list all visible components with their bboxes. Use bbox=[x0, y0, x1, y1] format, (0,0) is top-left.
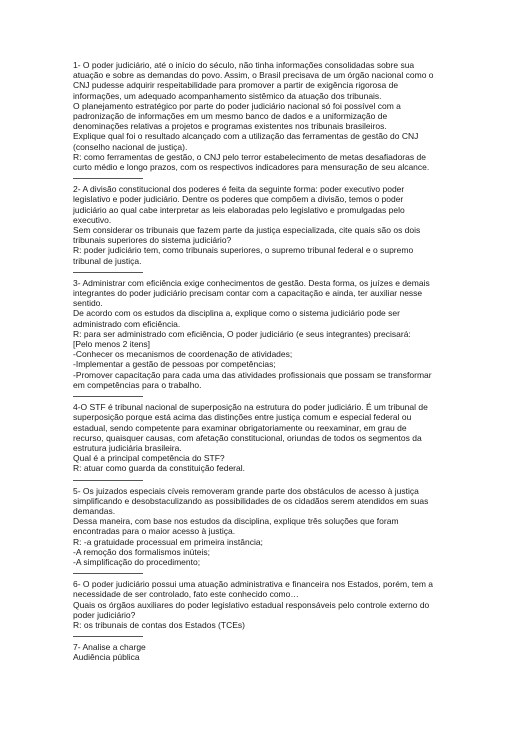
text-line: Quais os órgãos auxiliares do poder legislativo estadual responsáveis pelo controle externo do bbox=[73, 599, 430, 610]
answer-line: R: como ferramentas de gestão, o CNJ pelo terror estabelecimento de metas desafiadoras de bbox=[73, 151, 426, 162]
text-line: atuação e sobre as demandas do povo. Assim, o Brasil precisava de um órgão nacional como o bbox=[73, 70, 434, 81]
answer-line: -Implementar a gestão de pessoas por competências; bbox=[73, 359, 276, 370]
text-line: simplificando e desobstaculizando as possibilidades de os cidadãos serem atendidos em suas bbox=[73, 495, 429, 506]
text-line: judiciário ao qual cabe interpretar as leis elaboradas pelo legislativo e promulgadas pelo bbox=[73, 204, 405, 215]
text-line: 4-O STF é tribunal nacional de superposição na estrutura do poder judiciário. É um tribunal de bbox=[73, 402, 428, 413]
text-line: 1- O poder judiciário, até o início do século, não tinha informações consolidadas sobre sua bbox=[73, 60, 415, 70]
answer-line: R: para ser administrado com eficiência, O poder judiciário (e seus integrantes) precisará: bbox=[73, 328, 411, 339]
text-line: 3- Administrar com eficiência exige conhecimentos de gestão. Desta forma, os juízes e demais bbox=[73, 277, 430, 288]
text-line: tribunais superiores do sistema judiciário? bbox=[73, 235, 232, 246]
answer-line: -A remoção dos formalismos inúteis; bbox=[73, 546, 210, 557]
text-line: demandas. bbox=[73, 505, 116, 516]
question-2 bbox=[73, 184, 480, 266]
separator-line bbox=[73, 396, 143, 397]
text-line: 5- Os juizados especiais cíveis removeram grande parte dos obstáculos de acesso à justiça bbox=[73, 485, 419, 496]
text-line: denominações relativas a projetos e programas existentes nos tribunais brasileiros. bbox=[73, 121, 387, 132]
answer-line: curto médio e longo prazos, com os respectivos indicadores para mensuração de seu alcance. bbox=[73, 162, 430, 173]
separator-line bbox=[73, 178, 143, 179]
text-line: O planejamento estratégico por parte do poder judiciário nacional só foi possível com a bbox=[73, 100, 401, 111]
answer-line: -A simplificação do procedimento; bbox=[73, 556, 201, 567]
text-line: estrutura judiciária brasileira. bbox=[73, 442, 182, 453]
separator-line bbox=[73, 636, 143, 637]
question-4 bbox=[73, 402, 480, 473]
answer-line: R: -a gratuidade processual em primeira instância; bbox=[73, 536, 263, 547]
separator-line bbox=[73, 480, 143, 481]
text-line: recurso, quaisquer causas, com afetação constitucional, oriundas de todos os segmentos da bbox=[73, 432, 422, 443]
text-line: integrantes do poder judiciário precisam contar com a capacitação e ainda, ter auxiliar nesse bbox=[73, 288, 423, 299]
question-3 bbox=[73, 278, 480, 390]
text-line: 6- O poder judiciário possui uma atuação administrativa e financeira nos Estados, porém, tem a bbox=[73, 579, 434, 590]
text-line: Explique qual foi o resultado alcançado com a utilização das ferramentas de gestão do CNJ bbox=[73, 131, 419, 142]
text-line: necessidade de ser controlado, fato este conhecido como… bbox=[73, 589, 299, 600]
text-line: Qual é a principal competência do STF? bbox=[73, 453, 225, 464]
question-7 bbox=[73, 642, 480, 662]
answer-line: R: atuar como guarda da constituição federal. bbox=[73, 463, 245, 474]
text-line: informações, um adequado acompanhamento sistêmico da atuação dos tribunais. bbox=[73, 90, 382, 101]
question-1 bbox=[73, 60, 480, 172]
text-line: (conselho nacional de justiça). bbox=[73, 141, 188, 152]
text-line: encontradas para o maior acesso à justiça. bbox=[73, 526, 236, 537]
text-line: administrado com eficiência. bbox=[73, 318, 181, 329]
text-line: executivo. bbox=[73, 214, 112, 225]
text-line: CNJ pudesse adquirir respeitabilidade para promover a partir de exigência rigorosa de bbox=[73, 80, 399, 91]
answer-line: R: poder judiciário tem, como tribunais superiores, o supremo tribunal federal e o supremo bbox=[73, 245, 414, 256]
answer-line: -Promover capacitação para cada uma das atividades profissionais que possam se transformar bbox=[73, 369, 432, 380]
separator-line bbox=[73, 573, 143, 574]
text-line: poder judiciário? bbox=[73, 609, 136, 620]
text-line: 7- Analise a charge bbox=[73, 642, 146, 653]
text-line: padronização de informações em um mesmo banco de dados e a uniformização de bbox=[73, 111, 388, 122]
answer-line: tribunal de justiça. bbox=[73, 255, 142, 266]
text-line: De acordo com os estudos da disciplina a, explique como o sistema judiciário pode ser bbox=[73, 308, 400, 319]
text-line: superposição porque está acima das distinções entre justiça comum e especial federal ou bbox=[73, 412, 412, 423]
answer-line: em competências para o trabalho. bbox=[73, 379, 202, 390]
text-line: legislativo e poder judiciário. Dentre os poderes que compõem a divisão, temos o poder bbox=[73, 194, 404, 205]
answer-line: -Conhecer os mecanismos de coordenação de atividades; bbox=[73, 349, 293, 360]
answer-line: [Pelo menos 2 itens] bbox=[73, 339, 151, 350]
text-line: Sem considerar os tribunais que fazem parte da justiça especializada, cite quais são os dois bbox=[73, 225, 421, 236]
text-line: sentido. bbox=[73, 298, 103, 309]
separator-line bbox=[73, 272, 143, 273]
question-6 bbox=[73, 579, 480, 630]
answer-line: R: os tribunais de contas dos Estados (TCEs) bbox=[73, 619, 245, 630]
text-line: estadual, sendo competente para examinar obrigatoriamente ou reexaminar, em grau de bbox=[73, 422, 407, 433]
text-line: Dessa maneira, com base nos estudos da disciplina, explique três soluções que foram bbox=[73, 516, 399, 527]
question-5 bbox=[73, 486, 480, 568]
text-line: 2- A divisão constitucional dos poderes é feita da seguinte forma: poder executivo poder bbox=[73, 184, 405, 195]
answer-line: Audiência pública bbox=[73, 652, 140, 663]
